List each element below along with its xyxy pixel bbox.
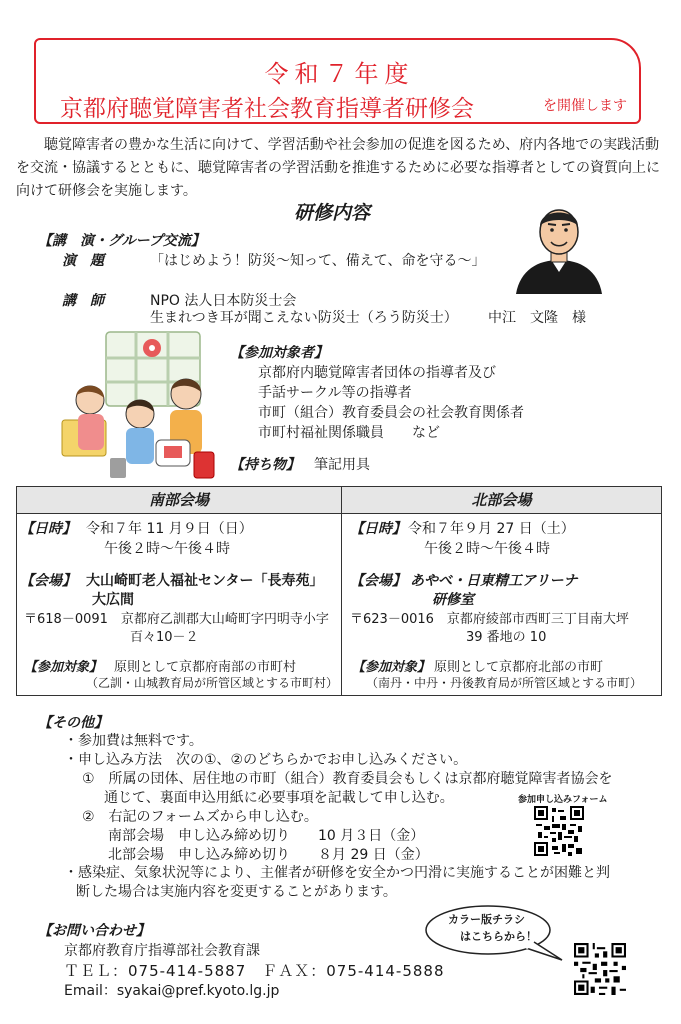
method-option-1-cont: 通じて、裏面申込用紙に必要事項を記載して申し込む。: [104, 790, 454, 806]
participants-heading: 【参加対象者】: [230, 345, 328, 361]
south-place: 大山崎町老人福祉センター「長寿苑」: [86, 573, 324, 589]
participant-line: 手話サークル等の指導者: [258, 385, 412, 401]
participant-line: 市町（組合）教育委員会の社会教育関係者: [258, 405, 524, 421]
south-place-room: 大広間: [92, 592, 134, 608]
participant-line: 市町村福祉関係職員 など: [258, 425, 440, 441]
north-place: あやべ・日東精工アリーナ: [410, 573, 578, 589]
notice-text: ・感染症、気象状況等により、主催者が研修を安全かつ円滑に実施することが困難と判: [64, 865, 610, 881]
title-year: 令和７年度: [264, 60, 415, 88]
north-place-room: 研修室: [432, 592, 474, 608]
lecturer-desc: 生まれつき耳が聞こえない防災士（ろう防災士）: [150, 310, 458, 326]
north-date-label: 【日時】: [350, 521, 406, 537]
belongings-heading: 【持ち物】: [230, 457, 300, 473]
north-target: 原則として京都府北部の市町: [434, 660, 604, 675]
participant-line: 京都府内聴覚障害者団体の指導者及び: [258, 365, 496, 381]
north-date: 令和７年９月 27 日（土）: [408, 521, 575, 537]
contact-heading: 【お問い合わせ】: [38, 923, 150, 939]
south-target-label: 【参加対象】: [24, 660, 103, 675]
other-heading: 【その他】: [38, 715, 108, 731]
theme-label: 演 題: [62, 253, 104, 269]
south-address: 〒618－0091 京都府乙訓郡大山崎町字円明寺小字: [24, 612, 329, 627]
title-suffix: を開催します: [543, 98, 627, 114]
contact-tel-fax: ＴＥＬ：075-414-5887 ＦＡＸ：075-414-5888: [64, 962, 445, 980]
application-form-qr-code[interactable]: [534, 806, 584, 856]
page-title: 京都府聴覚障害者社会教育指導者研修会: [60, 96, 474, 122]
lecturer-label: 講 師: [62, 293, 104, 309]
deadline-north: 北部会場 申し込み締め切り ８月 29 日（金）: [108, 847, 429, 863]
intro-paragraph: 聴覚障害者の豊かな生活に向けて、学習活動や社会参加の促進を図るため、府内各地での実践活動を交流・協議するとともに、聴覚障害者の学習活動を推進するために必要な指導者としての資質向上に向けて研修会を実施します。: [16, 137, 660, 199]
south-target: 原則として京都府南部の市町村: [114, 660, 297, 675]
south-time: 午後２時～午後４時: [104, 541, 230, 557]
south-place-label: 【会場】: [20, 573, 76, 589]
north-target-note: （南丹・中丹・丹後教育局が所管区域とする市町）: [366, 676, 643, 690]
north-address-cont: 39 番地の 10: [466, 630, 547, 645]
contact-org: 京都府教育庁指導部社会教育課: [64, 943, 260, 959]
south-target-note: （乙訓・山城教育局が所管区域とする市町村）: [86, 676, 339, 690]
method-text: ・申し込み方法 次の①、②のどちらかでお申し込みください。: [64, 752, 468, 768]
bubble-text-line1: カラー版チラシ: [448, 913, 525, 926]
belongings-value: 筆記用具: [314, 457, 370, 473]
north-place-label: 【会場】: [350, 573, 406, 589]
method-option-2: ② 右記のフォームズから申し込む。: [82, 809, 318, 825]
north-target-label: 【参加対象】: [352, 660, 431, 675]
south-venue-header: 南部会場: [17, 487, 341, 514]
deadline-south: 南部会場 申し込み締め切り 10 月３日（金）: [108, 828, 425, 844]
lecture-theme: 「はじめよう！防災～知って、備えて、命を守る～」: [150, 253, 486, 269]
contact-email[interactable]: Email：syakai@pref.kyoto.lg.jp: [64, 983, 280, 999]
north-address: 〒623－0016 京都府綾部市西町三丁目南大坪: [350, 612, 629, 627]
form-qr-label: 参加申し込みフォーム: [518, 795, 608, 805]
notice-text-cont: 断した場合は実施内容を変更することがあります。: [76, 884, 397, 900]
south-address-cont: 百々10－２: [130, 630, 199, 645]
content-title: 研修内容: [294, 202, 371, 224]
title-box: [34, 38, 641, 124]
bubble-text-line2: はこちらから！: [460, 930, 537, 943]
color-flyer-qr-code[interactable]: [574, 943, 626, 995]
fee-text: ・参加費は無料です。: [64, 733, 203, 749]
method-option-1: ① 所属の団体、居住地の市町（組合）教育委員会もしくは京都府聴覚障害者協会を: [82, 771, 613, 787]
south-date: 令和７年 11 月９日（日）: [86, 521, 253, 537]
children-map-illustration: [60, 328, 220, 480]
lecturer-name: 中江 文隆 様: [488, 310, 586, 326]
lecturer-portrait-illustration: [510, 196, 608, 294]
lecture-heading: 【講 演・グループ交流】: [38, 233, 205, 249]
south-date-label: 【日時】: [20, 521, 76, 537]
north-time: 午後２時～午後４時: [424, 541, 550, 557]
north-venue-header: 北部会場: [342, 487, 661, 514]
lecturer-org: NPO 法人日本防災士会: [150, 293, 297, 309]
table-divider: [341, 487, 342, 695]
